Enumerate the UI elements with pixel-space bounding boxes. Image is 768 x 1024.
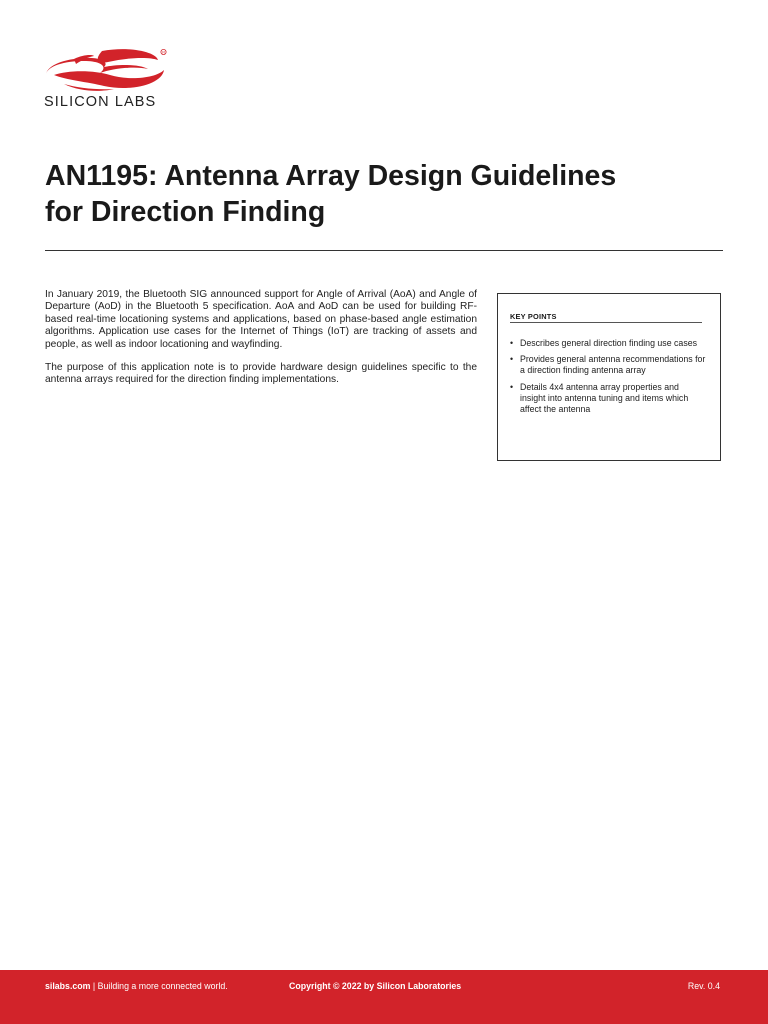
list-item: [510, 382, 706, 416]
key-points-heading: KEY POINTS: [510, 312, 557, 321]
purpose-paragraph: The purpose of this application note is to provide hardware design guidelines specific to the antenna arrays required for the direction finding implementations.: [45, 362, 477, 386]
document-body: [45, 289, 477, 398]
silicon-labs-logo: [44, 48, 168, 112]
page-footer: [0, 970, 768, 1024]
footer-revision: Rev. 0.4: [687, 981, 720, 991]
svg-text:R: R: [162, 50, 166, 55]
list-item: [510, 354, 706, 376]
list-item: [510, 338, 706, 349]
footer-site-link[interactable]: silabs.com: [45, 981, 91, 991]
title-line-1: AN1195: Antenna Array Design Guidelines: [45, 160, 617, 192]
list-item-text: Provides general antenna recommendations for a direction finding antenna array: [520, 354, 706, 376]
key-points-box: [497, 293, 721, 461]
list-item-text: Details 4x4 antenna array properties and insight into antenna tuning and items which affect the antenna: [520, 381, 689, 415]
list-item-text: Describes general direction finding use cases: [520, 338, 698, 348]
brand-name: SILICON LABS: [44, 94, 157, 110]
document-title: [45, 158, 725, 230]
footer-copyright: Copyright © 2022 by Silicon Laboratories: [289, 981, 462, 991]
bullet-icon: •: [510, 354, 514, 365]
key-points-divider: [510, 322, 702, 323]
title-divider: [45, 250, 723, 251]
silicon-labs-logo-icon: [44, 48, 168, 92]
footer-left: [45, 981, 228, 991]
footer-tagline: | Building a more connected world.: [90, 981, 228, 991]
bullet-icon: •: [510, 338, 514, 348]
bullet-icon: •: [510, 381, 514, 392]
title-line-2: for Direction Finding: [45, 196, 326, 228]
key-points-list: [510, 338, 706, 420]
intro-paragraph: In January 2019, the Bluetooth SIG announced support for Angle of Arrival (AoA) and Angle of Departure (AoD) in the Bluetooth 5 specification. AoA and AoD can be used for building RF-based real-time locationing systems and applications, based on phase-based angle estimation algorithms. Application use cases for the Internet of Things (IoT) are tracking of assets and people, as well as indoor locationing and wayfinding.: [45, 289, 477, 350]
